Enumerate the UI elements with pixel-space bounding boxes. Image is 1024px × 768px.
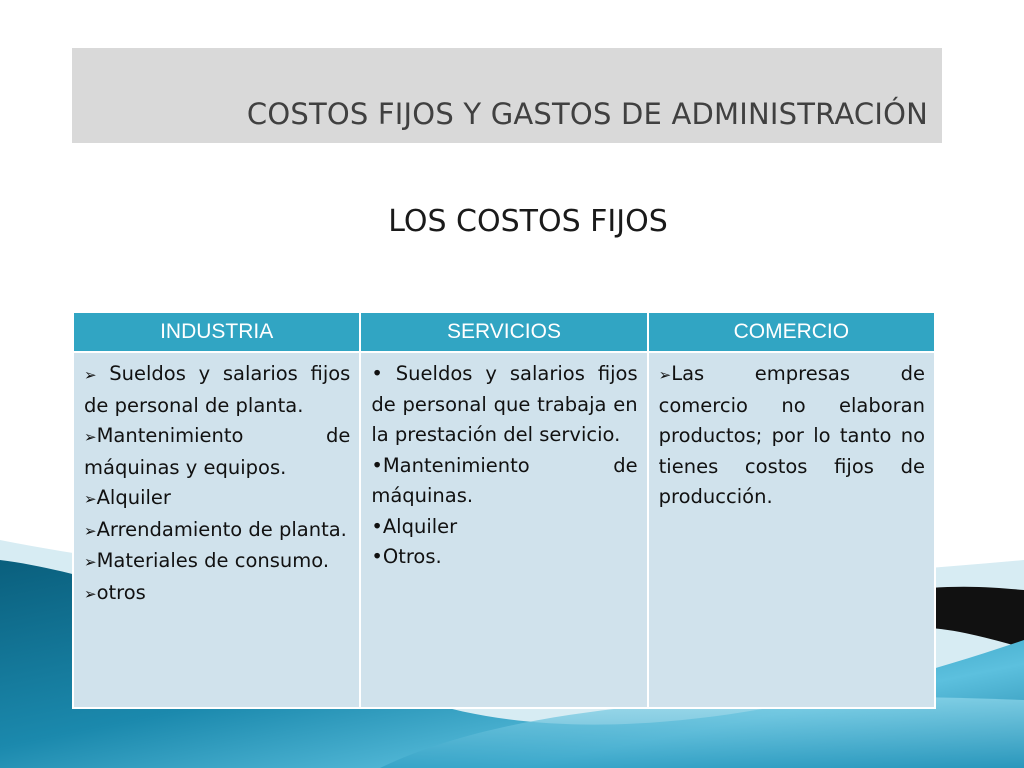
list-item: ➢Alquiler (84, 486, 171, 509)
list-item: • Sueldos y salarios fijos de personal que trabaja en la prestación del servicio. (371, 362, 638, 446)
table-header-row (73, 312, 935, 352)
dot-bullet-icon: • (371, 545, 383, 568)
arrow-bullet-icon: ➢ (658, 366, 672, 384)
title-bar (72, 48, 942, 143)
cell-servicios (360, 352, 647, 708)
costs-table (72, 311, 936, 709)
cell-comercio (648, 352, 935, 708)
dot-bullet-icon: • (371, 453, 383, 477)
header-industria: INDUSTRIA (73, 312, 360, 352)
arrow-bullet-icon: ➢ (84, 584, 97, 603)
arrow-bullet-icon: ➢ (84, 366, 97, 384)
dot-bullet-icon: • (371, 514, 383, 538)
table-row (73, 352, 935, 708)
arrow-bullet-icon: ➢ (84, 490, 97, 508)
slide-title: COSTOS FIJOS Y GASTOS DE ADMINISTRACIÓN (246, 97, 928, 131)
header-comercio: COMERCIO (648, 312, 935, 352)
list-item: •Alquiler (371, 514, 458, 538)
arrow-bullet-icon: ➢ (84, 428, 97, 446)
list-item: ➢otros (84, 580, 146, 604)
slide-subtitle: LOS COSTOS FIJOS (388, 204, 668, 239)
list-item: ➢Arrendamiento de planta. (84, 517, 347, 541)
dot-bullet-icon: • (371, 362, 383, 385)
list-item: •Mantenimiento de máquinas. (371, 453, 638, 507)
list-item: ➢Las empresas de comercio no elaboran productos; por lo tanto no tienes costos fijos de producción. (658, 362, 925, 508)
list-item: ➢Mantenimiento de máquinas y equipos. (84, 424, 351, 479)
header-servicios: SERVICIOS (360, 312, 647, 352)
list-item: •Otros. (371, 545, 442, 568)
list-item: ➢Materiales de consumo. (84, 549, 330, 572)
cell-industria (73, 352, 360, 708)
arrow-bullet-icon: ➢ (84, 521, 97, 540)
arrow-bullet-icon: ➢ (84, 553, 97, 571)
list-item: ➢ Sueldos y salarios fijos de personal de planta. (84, 362, 351, 417)
